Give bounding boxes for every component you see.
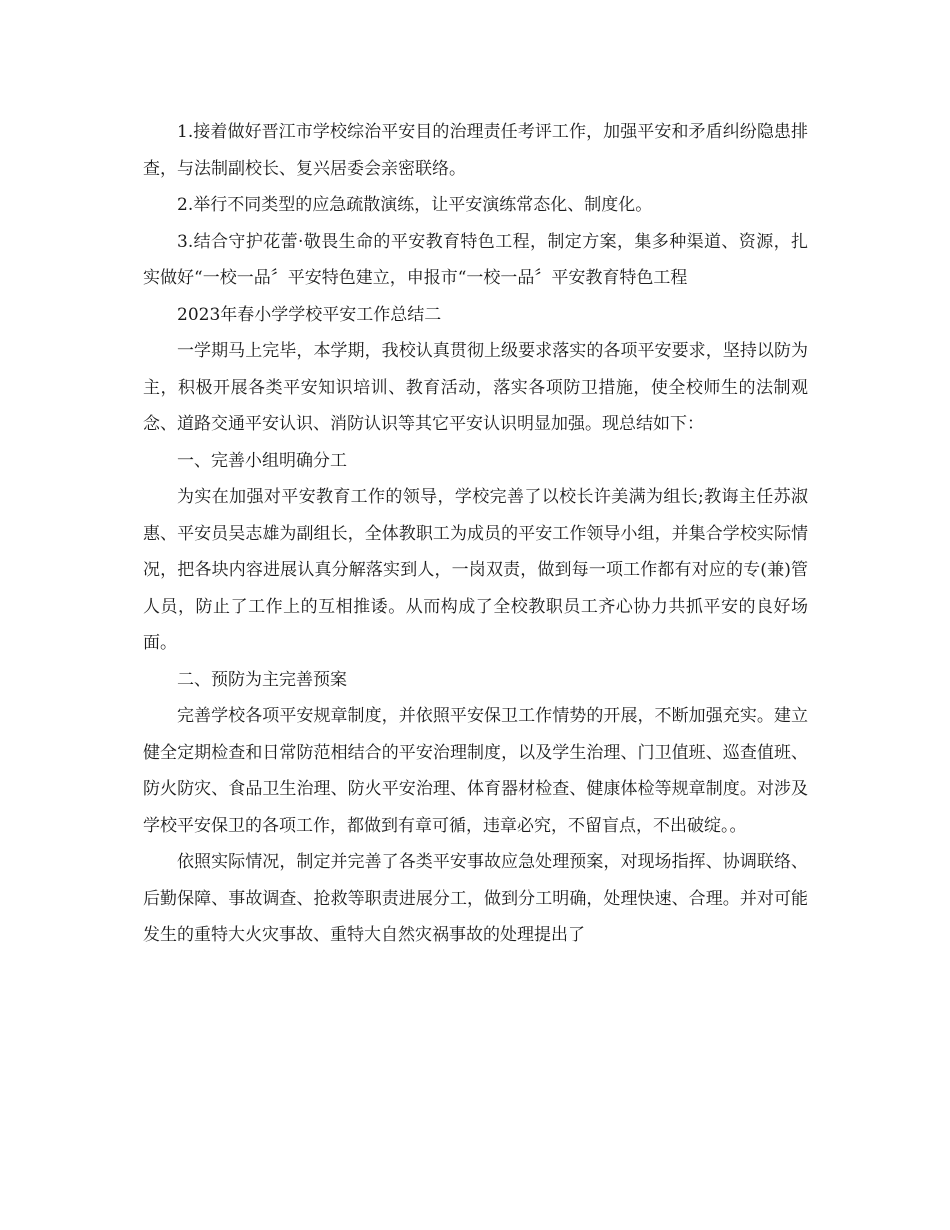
body-paragraph: 依照实际情况，制定并完善了各类平安事故应急处理预案，对现场指挥、协调联络、后勤保障、事故调查、抢救等职责进展分工，做到分工明确，处理快速、合理。并对可能发生的重特大火灾事故、重特大自然灾祸事故的处理提出了 [143, 852, 808, 945]
document-body [143, 114, 808, 954]
paragraph-item-2: 2.举行不同类型的应急疏散演练，让平安演练常态化、制度化。 [177, 195, 653, 215]
intro-paragraph: 一学期马上完毕，本学期，我校认真贯彻上级要求落实的各项平安要求，坚持以防为主，积极开展各类平安知识培训、教育活动，落实各项防卫措施，使全校师生的法制观念、道路交通平安认识、消防认识等其它平安认识明显加强。现总结如下： [143, 341, 808, 434]
paragraph-item-3: 3.结合守护花蕾·敬畏生命的平安教育特色工程，制定方案，集多种渠道、资源，扎实做好“一校一品〞平安特色建立，申报市“一校一品〞平安教育特色工程 [143, 231, 808, 288]
body-paragraph: 为实在加强对平安教育工作的领导，学校完善了以校长许美满为组长;教诲主任苏淑惠、平安员吴志雄为副组长，全体教职工为成员的平安工作领导小组，并集合学校实际情况，把各块内容进展认真分解落实到人，一岗双责，做到每一项工作都有对应的专(兼)管人员，防止了工作上的互相推诿。从而构成了全校教职员工齐心协力共抓平安的良好场面。 [143, 487, 808, 653]
section-title: 2023年春小学学校平安工作总结二 [177, 304, 442, 325]
body-paragraph: 完善学校各项平安规章制度，并依照平安保卫工作情势的开展，不断加强充实。建立健全定期检查和日常防范相结合的平安治理制度，以及学生治理、门卫值班、巡查值班、防火防灾、食品卫生治理、防火平安治理、体育器材检查、健康体检等规章制度。对涉及学校平安保卫的各项工作，都做到有章可循，违章必究，不留盲点，不出破绽。。 [143, 706, 808, 836]
section-heading-2: 二、预防为主完善预案 [177, 669, 347, 690]
paragraph-item-1: 1.接着做好晋江市学校综治平安目的治理责任考评工作，加强平安和矛盾纠纷隐患排查，与法制副校长、复兴居委会亲密联络。 [143, 122, 808, 179]
section-heading-1: 一、完善小组明确分工 [177, 450, 347, 471]
